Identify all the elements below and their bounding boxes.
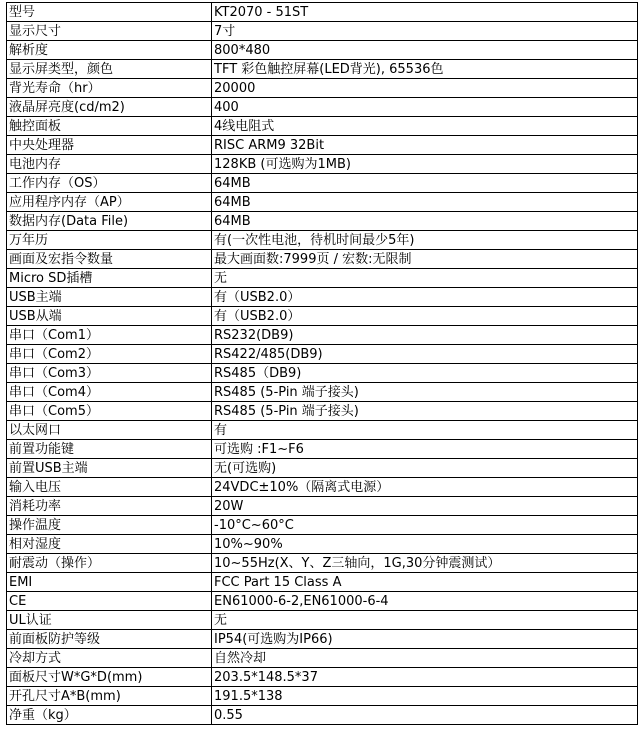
table-row — [7, 288, 638, 307]
spec-label: 显示尺寸 — [7, 22, 212, 41]
table-row — [7, 383, 638, 402]
spec-value: 191.5*138 — [212, 687, 638, 706]
spec-value: 64MB — [212, 212, 638, 231]
spec-label: Micro SD插槽 — [7, 269, 212, 288]
spec-value: 有 — [212, 421, 638, 440]
spec-value: 20000 — [212, 79, 638, 98]
spec-label: 相对湿度 — [7, 535, 212, 554]
table-row — [7, 706, 638, 725]
spec-value: 0.55 — [212, 706, 638, 725]
spec-value: 64MB — [212, 174, 638, 193]
spec-label: 万年历 — [7, 231, 212, 250]
table-row — [7, 668, 638, 687]
table-row — [7, 440, 638, 459]
spec-label: 型号 — [7, 3, 212, 22]
spec-value: 有（USB2.0） — [212, 288, 638, 307]
table-row — [7, 231, 638, 250]
table-row — [7, 3, 638, 22]
table-row — [7, 573, 638, 592]
spec-value: 有（USB2.0） — [212, 307, 638, 326]
spec-table-body — [7, 3, 638, 725]
spec-label: USB从端 — [7, 307, 212, 326]
table-row — [7, 421, 638, 440]
spec-value: 10%~90% — [212, 535, 638, 554]
spec-value: RISC ARM9 32Bit — [212, 136, 638, 155]
table-row — [7, 402, 638, 421]
spec-label: 操作温度 — [7, 516, 212, 535]
spec-value: TFT 彩色触控屏幕(LED背光), 65536色 — [212, 60, 638, 79]
spec-value: 4线电阻式 — [212, 117, 638, 136]
spec-table — [6, 2, 638, 725]
spec-label: 前面板防护等级 — [7, 630, 212, 649]
spec-label: 显示屏类型，颜色 — [7, 60, 212, 79]
spec-label: EMI — [7, 573, 212, 592]
table-row — [7, 554, 638, 573]
spec-value: 无(可选购) — [212, 459, 638, 478]
table-row — [7, 326, 638, 345]
spec-label: 耐震动（操作） — [7, 554, 212, 573]
table-row — [7, 611, 638, 630]
spec-label: 串口（Com4） — [7, 383, 212, 402]
table-row — [7, 497, 638, 516]
spec-value: 24VDC±10%（隔离式电源） — [212, 478, 638, 497]
spec-label: 应用程序内存（AP） — [7, 193, 212, 212]
spec-value: EN61000-6-2,EN61000-6-4 — [212, 592, 638, 611]
table-row — [7, 630, 638, 649]
table-row — [7, 364, 638, 383]
table-row — [7, 345, 638, 364]
spec-value: 最大画面数:7999页 / 宏数:无限制 — [212, 250, 638, 269]
spec-value: 10~55Hz(X、Y、Z三轴向，1G,30分钟震测试） — [212, 554, 638, 573]
table-row — [7, 193, 638, 212]
spec-value: 无 — [212, 611, 638, 630]
spec-value: 800*480 — [212, 41, 638, 60]
spec-label: 中央处理器 — [7, 136, 212, 155]
table-row — [7, 649, 638, 668]
spec-label: 背光寿命（hr） — [7, 79, 212, 98]
spec-label: 开孔尺寸A*B(mm) — [7, 687, 212, 706]
table-row — [7, 60, 638, 79]
spec-value: 自然冷却 — [212, 649, 638, 668]
spec-label: CE — [7, 592, 212, 611]
spec-value: 128KB (可选购为1MB) — [212, 155, 638, 174]
table-row — [7, 269, 638, 288]
spec-value: IP54(可选购为IP66) — [212, 630, 638, 649]
spec-value: 64MB — [212, 193, 638, 212]
table-row — [7, 592, 638, 611]
spec-label: 以太网口 — [7, 421, 212, 440]
spec-label: 解析度 — [7, 41, 212, 60]
spec-label: 输入电压 — [7, 478, 212, 497]
table-row — [7, 98, 638, 117]
spec-label: 电池内存 — [7, 155, 212, 174]
spec-value: RS232(DB9) — [212, 326, 638, 345]
spec-value: RS485 (5-Pin 端子接头) — [212, 402, 638, 421]
spec-label: 触控面板 — [7, 117, 212, 136]
spec-value: 400 — [212, 98, 638, 117]
spec-label: 冷却方式 — [7, 649, 212, 668]
spec-label: 前置功能键 — [7, 440, 212, 459]
spec-value: RS485（DB9) — [212, 364, 638, 383]
spec-label: 液晶屏亮度(cd/m2) — [7, 98, 212, 117]
spec-value: 无 — [212, 269, 638, 288]
spec-value: -10°C~60°C — [212, 516, 638, 535]
spec-label: 净重（kg） — [7, 706, 212, 725]
spec-value: 7寸 — [212, 22, 638, 41]
spec-value: FCC Part 15 Class A — [212, 573, 638, 592]
table-row — [7, 79, 638, 98]
table-row — [7, 212, 638, 231]
spec-label: 画面及宏指令数量 — [7, 250, 212, 269]
table-row — [7, 307, 638, 326]
spec-label: 面板尺寸W*G*D(mm) — [7, 668, 212, 687]
table-row — [7, 136, 638, 155]
spec-value: 20W — [212, 497, 638, 516]
table-row — [7, 535, 638, 554]
spec-label: 串口（Com2） — [7, 345, 212, 364]
table-row — [7, 516, 638, 535]
table-row — [7, 174, 638, 193]
spec-label: UL认证 — [7, 611, 212, 630]
spec-value: 可选购 :F1~F6 — [212, 440, 638, 459]
spec-label: 串口（Com5） — [7, 402, 212, 421]
table-row — [7, 459, 638, 478]
spec-label: 工作内存（OS） — [7, 174, 212, 193]
spec-value: 203.5*148.5*37 — [212, 668, 638, 687]
table-row — [7, 117, 638, 136]
spec-value: KT2070 - 51ST — [212, 3, 638, 22]
table-row — [7, 155, 638, 174]
table-row — [7, 41, 638, 60]
spec-label: 消耗功率 — [7, 497, 212, 516]
spec-value: RS485 (5-Pin 端子接头) — [212, 383, 638, 402]
spec-label: 数据内存(Data File) — [7, 212, 212, 231]
spec-value: RS422/485(DB9) — [212, 345, 638, 364]
spec-value: 有(一次性电池，待机时间最少5年) — [212, 231, 638, 250]
table-row — [7, 478, 638, 497]
table-row — [7, 22, 638, 41]
spec-label: 前置USB主端 — [7, 459, 212, 478]
spec-label: 串口（Com3） — [7, 364, 212, 383]
spec-label: USB主端 — [7, 288, 212, 307]
table-row — [7, 250, 638, 269]
spec-label: 串口（Com1） — [7, 326, 212, 345]
table-row — [7, 687, 638, 706]
